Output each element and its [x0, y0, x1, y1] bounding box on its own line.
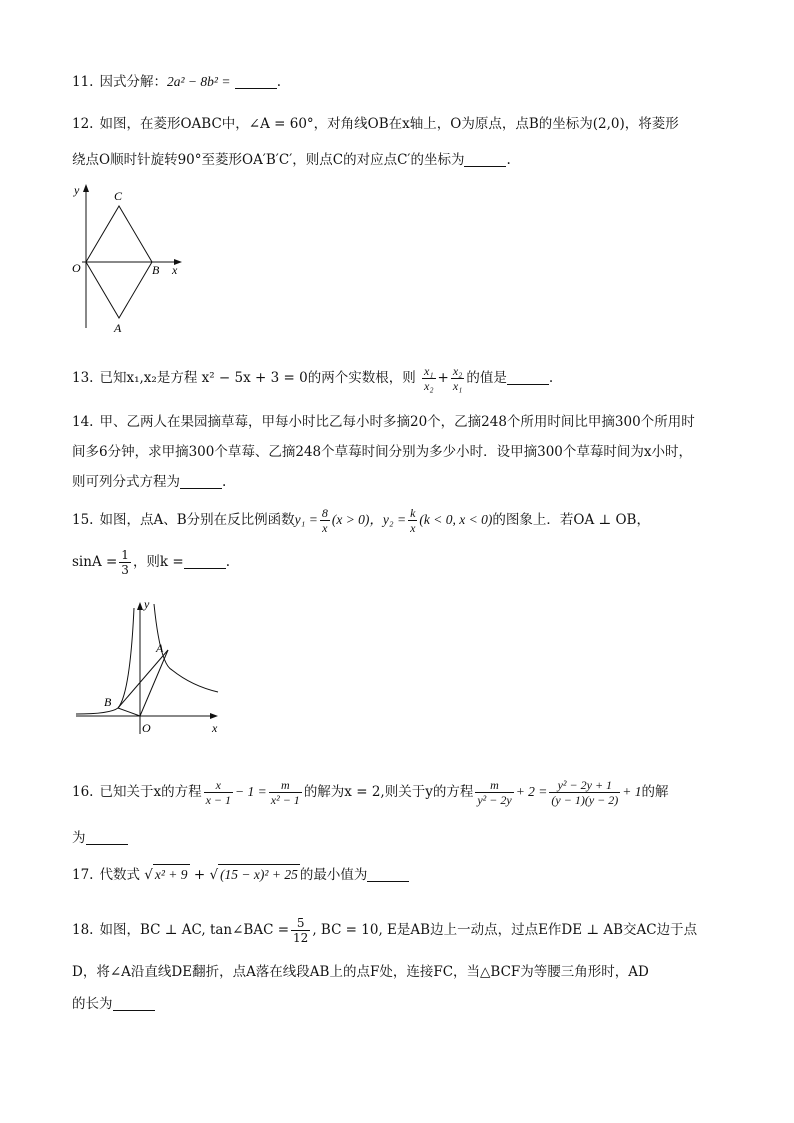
question-text: D，将∠A沿直线DE翻折，点A落在线段AB上的点F处，连接FC，当△BCF为等腰三角形时，AD [72, 964, 649, 980]
question-18-line-3 [72, 994, 155, 1014]
question-number: 12. [72, 116, 94, 132]
fraction [291, 916, 310, 945]
answer-blank[interactable] [464, 152, 506, 167]
question-number: 13. [72, 370, 94, 386]
question-text: 的图象上．若OA ⊥ OB， [492, 512, 650, 528]
question-text: 间多6分钟，求甲摘300个草莓、乙摘248个草莓时间分别为多少小时．设甲摘300个草莓时间为x小时， [72, 444, 693, 460]
math-expression: (k < 0, x < 0) [419, 512, 493, 527]
label-y: y [144, 597, 150, 611]
numerator: m [269, 778, 302, 793]
question-text: ，则k = [132, 554, 184, 570]
math-expression: y₁ = [294, 512, 318, 527]
label-o: O [142, 721, 151, 735]
fraction [451, 364, 465, 393]
question-text: 代数式 [99, 867, 140, 883]
question-number: 11. [72, 74, 94, 90]
label-x: x [172, 263, 178, 277]
question-text: 的长为 [72, 996, 113, 1012]
radicand: (15 − x)² + 25 [218, 864, 300, 885]
plus-sign: + [193, 867, 206, 883]
question-text: 的最小值为 [299, 867, 368, 883]
question-12-line-1 [72, 114, 679, 134]
question-15-line-2 [72, 548, 230, 577]
fraction [320, 506, 330, 535]
question-text: 如图，BC ⊥ AC, tan∠BAC = [99, 922, 290, 938]
math-expression: y₂ = [382, 512, 407, 527]
answer-blank[interactable] [86, 830, 128, 845]
math-expression: 2a² − 8b² = [166, 74, 231, 89]
denominator: x² − 1 [270, 793, 300, 807]
numerator: y² − 2y + 1 [549, 778, 620, 793]
question-text: 如图，点A、B分别在反比例函数 [99, 512, 295, 528]
denominator: x [410, 521, 416, 535]
math-expression: (x > 0)， [331, 512, 383, 527]
label-a: A [114, 321, 122, 335]
period: . [225, 554, 231, 570]
denominator: x₂ [424, 379, 434, 393]
numerator: m [475, 778, 513, 793]
denominator: x [322, 521, 328, 535]
question-16-line-2 [72, 828, 128, 848]
question-text: 因式分解： [99, 74, 167, 90]
numerator: x [204, 778, 233, 793]
fraction [204, 778, 233, 807]
numerator: 1 [121, 548, 129, 562]
question-18-line-1 [72, 916, 697, 945]
answer-blank[interactable] [367, 867, 409, 882]
question-text: 的值是 [466, 370, 507, 386]
fraction [119, 548, 131, 577]
question-text: 为 [72, 830, 86, 846]
fraction [408, 506, 417, 535]
denominator: 12 [293, 931, 309, 945]
segment-oa [140, 650, 168, 716]
denominator: (y − 1)(y − 2) [551, 793, 619, 807]
math-expression: + 1 [622, 784, 642, 799]
math-expression: + 2 = [515, 784, 548, 799]
question-text: 的解 [641, 784, 669, 800]
curve-y1 [154, 604, 218, 692]
numerator: x₂ [452, 364, 463, 378]
answer-blank[interactable] [184, 554, 226, 569]
sqrt-sign: √ [209, 867, 219, 883]
figure-hyperbola [72, 594, 232, 740]
label-b: B [152, 263, 160, 277]
question-number: 18. [72, 922, 94, 938]
radicand: x² + 9 [153, 864, 190, 885]
period: . [548, 370, 554, 386]
label-y: y [74, 183, 80, 197]
period: . [276, 74, 282, 90]
y-axis-arrow [137, 602, 143, 610]
question-16-line-1 [72, 778, 669, 807]
answer-blank[interactable] [235, 74, 277, 89]
segment-ab [118, 650, 168, 708]
question-12-line-2 [72, 150, 511, 170]
math-expression: − 1 = [235, 784, 267, 799]
denominator: x − 1 [205, 793, 232, 807]
question-text: 已知x₁,x₂是方程 x² − 5x + 3 = 0的两个实数根，则 [99, 370, 416, 386]
numerator: 8 [321, 506, 328, 520]
question-11 [72, 72, 281, 92]
question-number: 17. [72, 867, 94, 883]
fraction [549, 778, 620, 807]
numerator: k [410, 506, 416, 520]
question-text: , BC = 10, E是AB边上一动点，过点E作DE ⊥ AB交AC边于点 [312, 922, 698, 938]
fraction [475, 778, 513, 807]
answer-blank[interactable] [180, 474, 222, 489]
numerator: x₁ [424, 364, 434, 378]
denominator: x₁ [452, 379, 463, 393]
question-number: 14. [72, 414, 94, 430]
question-17 [72, 864, 409, 885]
label-x: x [212, 721, 218, 735]
question-text: 如图，在菱形OABC中，∠A = 60°，对角线OB在x轴上，O为原点，点B的坐标为(2,0)，将菱形 [99, 116, 679, 132]
answer-blank[interactable] [507, 370, 549, 385]
segment-ob [118, 708, 140, 716]
question-14-line-3 [72, 472, 226, 492]
answer-blank[interactable] [113, 996, 155, 1011]
denominator: 3 [121, 563, 129, 577]
question-number: 16. [72, 784, 94, 800]
sqrt-sign: √ [144, 867, 153, 883]
fraction [269, 778, 302, 807]
label-a: A [156, 641, 164, 655]
fraction [422, 364, 436, 393]
question-15-line-1 [72, 506, 650, 535]
question-text: 已知关于x的方程 [99, 784, 202, 800]
label-c: C [114, 189, 123, 203]
question-number: 15. [72, 512, 94, 528]
y-axis-arrow [83, 184, 89, 192]
figure-rhombus [66, 182, 196, 338]
question-text: 绕点O顺时针旋转90°至菱形OA′B′C′，则点C的对应点C′的坐标为 [72, 152, 465, 168]
question-text: 的解为x = 2,则关于y的方程 [303, 784, 474, 800]
numerator: 5 [291, 916, 310, 931]
plus-sign: + [437, 370, 449, 386]
period: . [506, 152, 511, 168]
question-text: 甲、乙两人在果园摘草莓，甲每小时比乙每小时多摘20个，乙摘248个所用时间比甲摘300个所用时 [99, 414, 695, 430]
x-axis-arrow [210, 713, 218, 719]
question-14-line-1 [72, 412, 695, 432]
denominator: y² − 2y [477, 793, 512, 807]
question-text: 则可列分式方程为 [72, 474, 180, 490]
period: . [222, 474, 227, 490]
math-expression: sinA = [72, 554, 118, 570]
label-o: O [72, 261, 81, 275]
question-13 [72, 364, 553, 393]
label-b: B [104, 695, 112, 709]
question-18-line-2 [72, 962, 649, 982]
question-14-line-2 [72, 442, 692, 462]
